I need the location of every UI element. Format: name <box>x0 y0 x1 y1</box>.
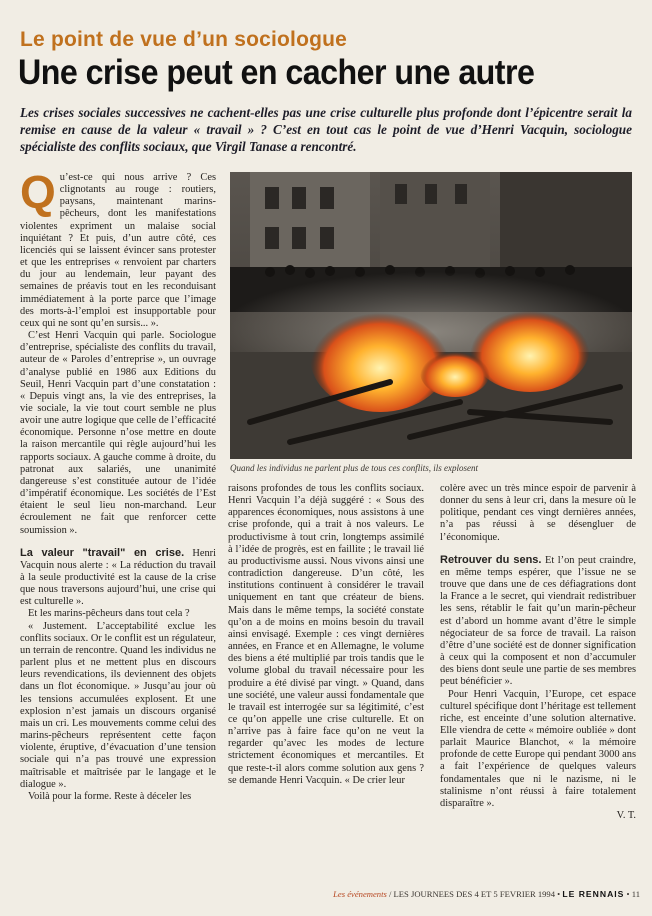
paragraph: raisons profondes de tous les conflits sociaux. Henri Vacquin l’a déjà suggéré : « Sous des apparences économiques, nous assistons à une crise profonde, qui a trait à nos valeurs. Le productivisme à tout crin, longtemps assimilé à l’idée de progrès, est en faillite ; le travail lié au productivisme aussi. Nous vivons ainsi une contradiction dangereuse. D’un côté, les institutions continuent à considérer le travail uniquement en tant que créateur de biens. Mais dans le même temps, la société constate qu’on a de moins en moins besoin du travail ainsi envisagé. Exemple : ces vingt dernières années, en France et en Allemagne, le volume des biens a été multiplié par trois tandis que le volume global du travail nécessaire pour les produire a été divisé par vingt. » Quand, dans une société, une valeur aussi fondamentale que le travail est interrogée sur sa légitimité, c’est ce qu’on appelle une crise culturelle. Et on n’arrive pas à faire face qu’on ne veut la regarder qu’avec les modes de lecture strictement économiques et mercantiles. Et que reste-t-il alors comme solution aux gens ? se demande Henri Vacquin. « De crier leur <box>228 483 424 786</box>
footer-issue: LES JOURNEES DES 4 ET 5 FEVRIER 1994 <box>393 889 556 899</box>
separator: • <box>626 889 632 899</box>
section-heading: La valeur "travail" en crise. <box>20 546 185 559</box>
author-signature: V. T. <box>616 810 636 822</box>
page-number: 11 <box>631 889 640 899</box>
paragraph: Pour Henri Vacquin, l’Europe, cet espace culturel spécifique dont l’héritage est tellement riche, est enceinte d’une solution alternative. Elle viendra de cette « mémoire oubliée » dont parlait Maurice Blanchot, « la mémoire profonde de cette Europe qui pendant 3000 ans a fait l’expérience de quelques valeurs fondamentales que ni le nazisme, ni le stalinisme n’ont réussi à faire totalement disparaître ». <box>440 688 636 809</box>
column-2 <box>228 483 424 787</box>
paragraph: « Justement. L’acceptabilité exclue les conflits sociaux. Or le conflit est un régulateur, un terrain de rencontre. Quand les individus ne parlent plus et ne mettent plus en discours leurs revendications, ils deviennent des objets dans un flot économique. » Jusqu’au jour où les tensions accumulées explosent. Et une explosion n’est jamais un discours organisé mais un cri. Les mouvements comme celui des marins-pêcheurs représentent cette façon violente, éruptive, d’évacuation d’une tension sociale qui n’a pas trouvé une expression maîtrisable et maîtrisée par le langage et le dialogue ». <box>20 620 216 790</box>
lede: Les crises sociales successives ne cachent-elles pas une crise culturelle plus profonde dont l’épicentre serait la remise en cause de la valeur « travail » ? C’est en tout cas le point de vue d’Henri Vacquin, sociologue spécialiste des conflits sociaux, que Virgil Tanase a rencontré. <box>20 105 632 154</box>
photo-protest-fire <box>230 172 632 459</box>
separator: / <box>389 889 394 899</box>
photo-caption: Quand les individus ne parlent plus de tous ces conflits, ils explosent <box>230 463 478 473</box>
separator: • <box>557 889 563 899</box>
kicker: Le point de vue d’un sociologue <box>20 28 348 51</box>
dropcap: Q <box>20 166 56 218</box>
footer-magazine: LE RENNAIS <box>562 889 625 899</box>
section-heading: Retrouver du sens. <box>440 553 542 566</box>
page-footer <box>300 889 640 899</box>
paragraph: C’est Henri Vacquin qui parle. Sociologue d’entreprise, spécialiste des conflits du travail, auteur de « Paroles d’entreprise », un ouvrage d’analyse publié en 1986 aux Editions du Seuil, Henri Vacquin part d’une constatation : « Depuis vingt ans, la vie des entreprises, la vie sociale, la vie tout court semble ne plus avoir une autre logique que celle de l’efficacité économique. Personne n’ose mettre en doute la raison mercantile qui règle aujourd’hui les rapports sociaux. A gauche comme à droite, du patronat aux salariés, une unanimité dangereuse s’est constituée autour de l’idée d’impératif économique. Les sociétés de l’Est étaient le seul lieu non-marchand. Leur écroulement ne fait que renforcer cette soumission ». <box>20 330 216 536</box>
headline: Une crise peut en cacher une autre <box>18 53 535 92</box>
paragraph: Et les marins-pêcheurs dans tout cela ? <box>28 608 190 620</box>
photo-image <box>230 172 632 459</box>
paragraph: Voilà pour la forme. Reste à déceler les <box>28 790 192 802</box>
paragraph: colère avec un très mince espoir de parvenir à donner du sens à leur cri, dans la mesure où le politique, pendant ces vingt dernières années, n’a pas réussi à se désengluer de l’économique. <box>440 483 636 543</box>
column-3: colère avec un très mince espoir de parvenir à donner du sens à leur cri, dans la mesure où le politique, pendant ces vingt dernières années, n’a pas réussi à se désengluer de l’économique. Retrouver du sens. Et l’on peut craindre, en même temps espérer, que l’issue ne se trouve que dans une de ces défiagrations dont la France a le secret, qui viendrait redistribuer les sens, rétablir le fait qu’un marin-pêcheur est d’abord un homme avant d’être le simple négociateur de sa force de travail. La raison d’être d’une société est de donner signification à ceux qui la composent et non d’accumuler des biens dont seule une partie de ses membres peut bénéficier ». Pour Henri Vacquin, l’Europe, cet espace culturel spécifique dont l’héritage est tellement riche, est enceinte d’une solution alternative. Elle viendra de cette « mémoire oubliée » dont parlait Maurice Blanchot, « la mémoire profonde de cette Europe qui pendant 3000 ans a fait l’expérience de quelques valeurs fondamentales que ni le nazisme, ni le stalinisme n’ont réussi à faire totalement disparaître ». V. T. <box>440 483 636 822</box>
paragraph: Qu’est-ce qui nous arrive ? Ces clignotants au rouge : routiers, paysans, maintenant marins-pêcheurs, dont les manifestations violentes expriment un malaise social inquiétant ? Et puis, d’un autre côté, ces licenciés qui se laissent évincer sans protester et que les entreprises « renvoient par charters du jour au lendemain, leur payant des semaines de préavis tout en les reconduisant immédiatement à la porte parce que l’image des morts-à-l’emploi est insupportable pour ceux qui ne sont qu’en sursis... ». <box>20 166 216 329</box>
column-1: Qu’est-ce qui nous arrive ? Ces clignotants au rouge : routiers, paysans, maintenant marins-pêcheurs, dont les manifestations violentes expriment un malaise social inquiétant ? Et puis, d’un autre côté, ces licenciés qui se laissent évincer sans protester et que les entreprises « renvoient par charters du jour au lendemain, leur payant des semaines de préavis tout en les reconduisant immédiatement à la porte parce que l’image des morts-à-l’emploi est insupportable pour ceux qui ne sont qu’en sursis... ». C’est Henri Vacquin qui parle. Sociologue d’entreprise, spécialiste des conflits du travail, auteur de « Paroles d’entreprise », un ouvrage d’analyse publié en 1986 aux Editions du Seuil, Henri Vacquin part d’une constatation : « Depuis vingt ans, la vie des entreprises, la vie sociale, la vie tout court semble ne plus avoir une autre logique que celle de l’efficacité économique. Personne n’ose mettre en doute la raison mercantile qui règle aujourd’hui les rapports sociaux. A gauche comme à droite, du patronat aux salariés, une unanimité dangereuse s’est constituée autour de l’idée d’impératif économique. Les sociétés de l’Est étaient le seul lieu non-marchand. Leur écroulement ne fait que renforcer cette soumission ». La valeur "travail" en crise. Henri Vacquin nous alerte : « La réduction du travail à la seule productivité est la cause de la crise que nous traversons aujourd’hui, une crise qui est culturelle ». Et les marins-pêcheurs dans tout cela ? « Justement. L’acceptabilité exclue les conflits sociaux. Or le conflit est un régulateur, un terrain de rencontre. Quand les individus ne parlent plus et ne mettent plus en discours leurs revendications, ils deviennent des objets dans un flot économique. » Jusqu’au jour où les tensions accumulées explosent. Et une explosion n’est jamais un discours organisé mais un cri. Les mouvements comme celui des marins-pêcheurs représentent cette façon violente, éruptive, d’évacuation d’une tension sociale qui n’a pas trouvé une expression maîtrisable et maîtrisée par le langage et le dialogue ». Voilà pour la forme. Reste à déceler les <box>20 166 216 802</box>
footer-rubric: Les événements <box>333 889 387 899</box>
